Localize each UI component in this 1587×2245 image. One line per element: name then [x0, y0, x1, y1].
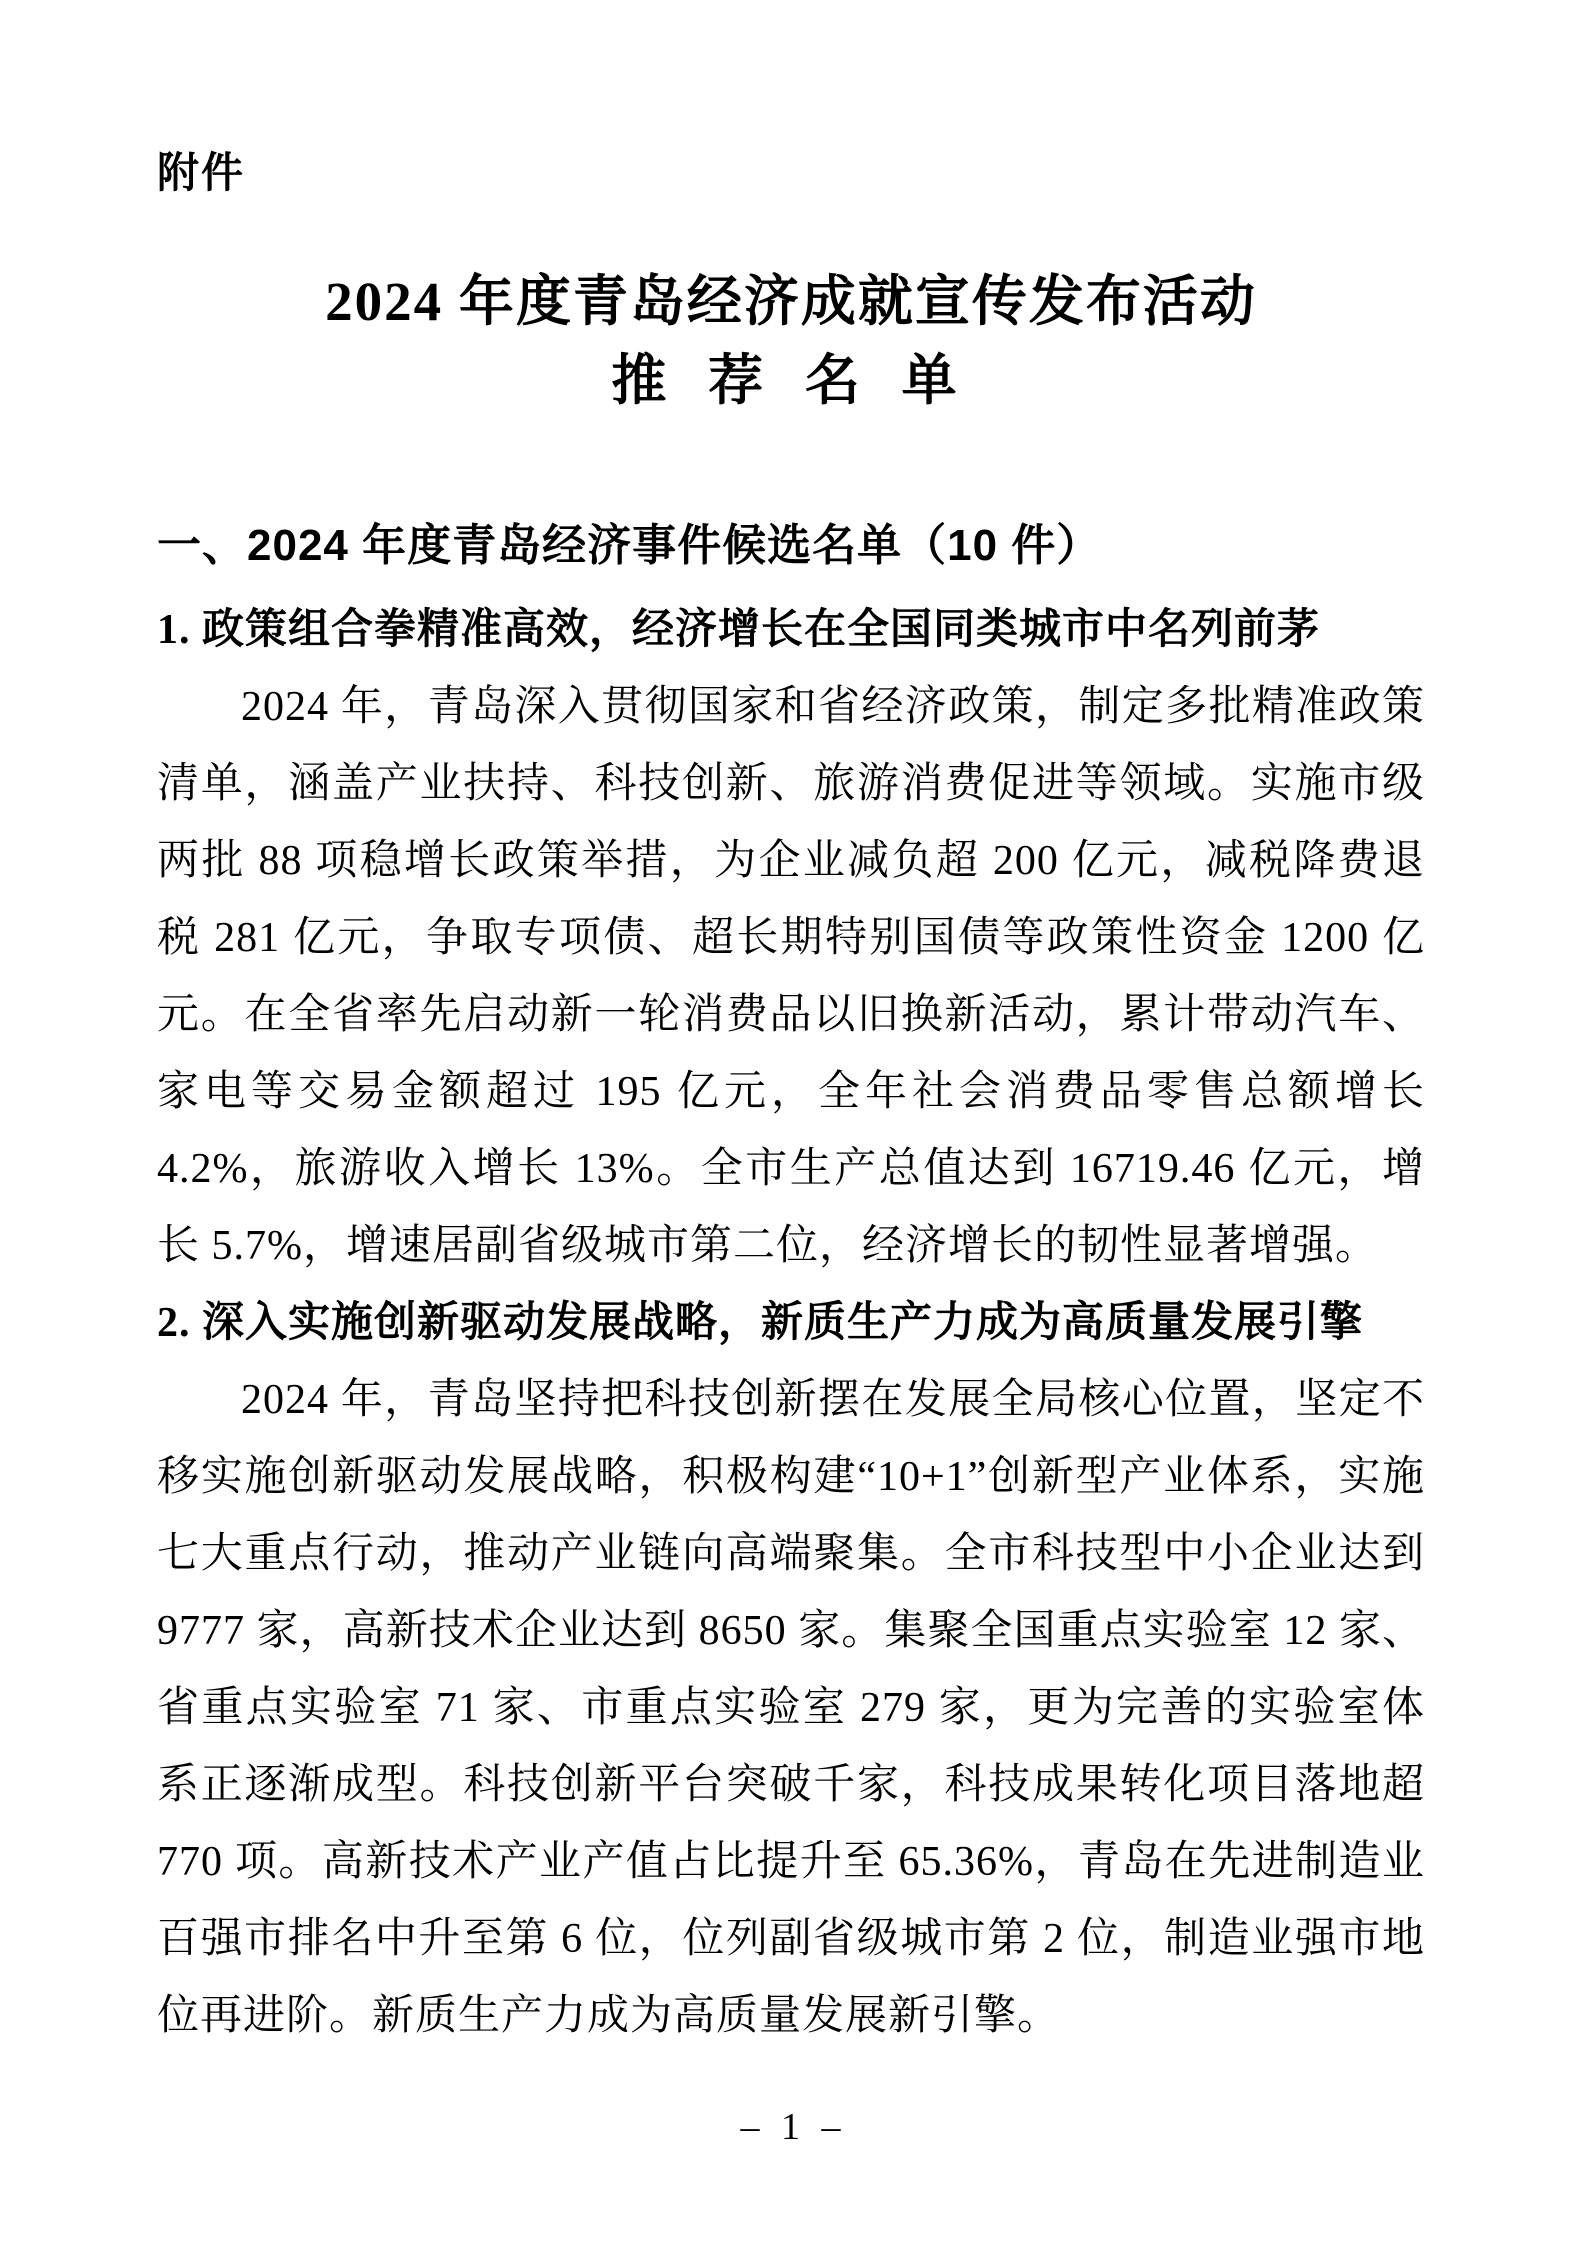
page-number: – 1 –: [740, 2106, 847, 2148]
document-body: [157, 592, 1425, 2055]
document-title-line2: 推 荐 名 单: [611, 350, 971, 411]
item-2-heading: 2. 深入实施创新驱动发展战略，新质生产力成为高质量发展引擎: [157, 1300, 1364, 1346]
item-1-heading: 1. 政策组合拳精准高效，经济增长在全国同类城市中名列前茅: [157, 607, 1321, 653]
attachment-label: 附件: [157, 149, 246, 196]
item-1-paragraph: 2024 年，青岛深入贯彻国家和省经济政策，制定多批精准政策清单，涵盖产业扶持、科技创新、旅游消费促进等领域。实施市级两批 88 项稳增长政策举措，为企业减负超 200 亿元，减税降费退税 281 亿元，争取专项债、超长期特别国债等政策性资金 1200 亿元。在全省率先启动新一轮消费品以旧换新活动，累计带动汽车、家电等交易金额超过 195 亿元，全年社会消费品零售总额增长 4.2%，旅游收入增长 13%。全市生产总值达到 16719.46 亿元，增长 5.7%，增速居副省级城市第二位，经济增长的韧性显著增强。: [157, 684, 1425, 1269]
document-title-line1: 2024 年度青岛经济成就宣传发布活动: [325, 271, 1257, 332]
section-heading-candidate-list: 一、2024 年度青岛经济事件候选名单（10 件）: [157, 521, 1102, 570]
document-title: [157, 262, 1425, 420]
item-2-paragraph: 2024 年，青岛坚持把科技创新摆在发展全局核心位置，坚定不移实施创新驱动发展战略，积极构建“10+1”创新型产业体系，实施七大重点行动，推动产业链向高端聚集。全市科技型中小企业达到 9777 家，高新技术企业达到 8650 家。集聚全国重点实验室 12 家、省重点实验室 71 家、市重点实验室 279 家，更为完善的实验室体系正逐渐成型。科技创新平台突破千家，科技成果转化项目落地超 770 项。高新技术产业产值占比提升至 65.36%，青岛在先进制造业百强市排名中升至第 6 位，位列副省级城市第 2 位，制造业强市地位再进阶。新质生产力成为高质量发展新引擎。: [157, 1377, 1425, 2039]
